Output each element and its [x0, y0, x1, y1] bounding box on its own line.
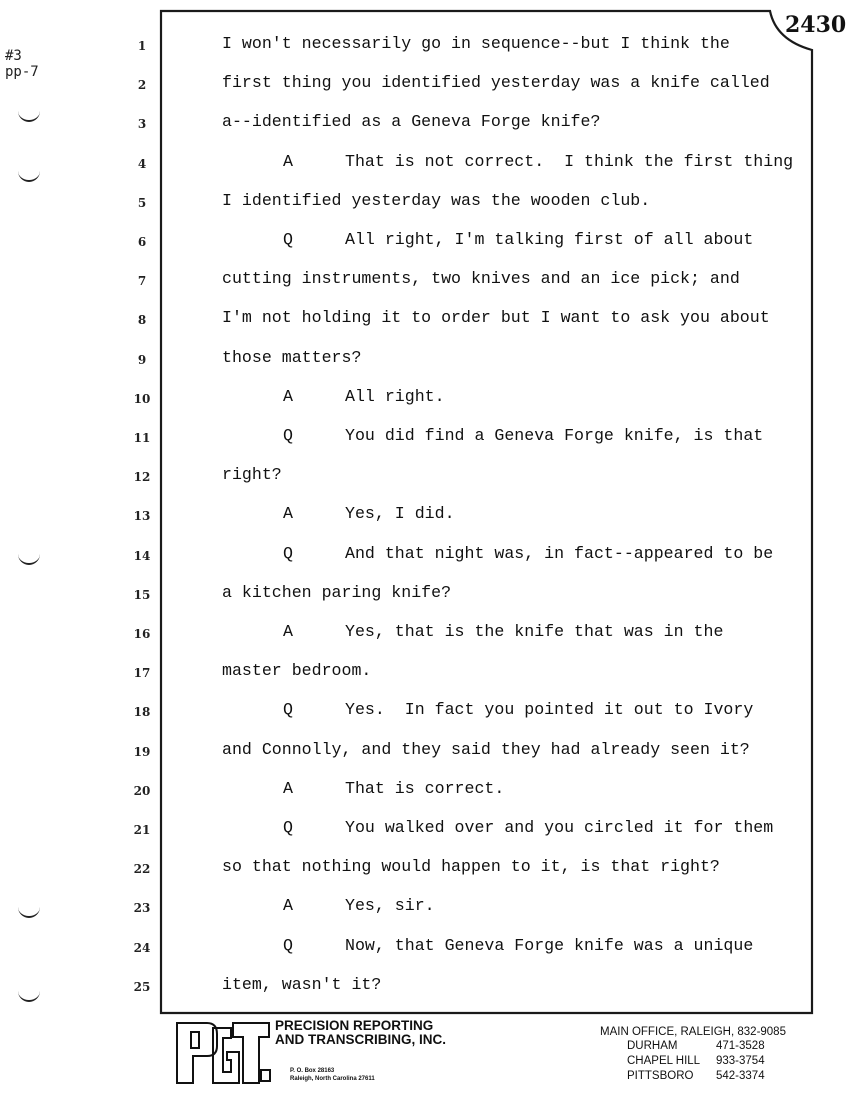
margin-note-pages: pp-7: [5, 64, 39, 80]
address-line2: Raleigh, North Carolina 27611: [290, 1076, 375, 1082]
transcript-line-text: You did find a Geneva Forge knife, is that: [345, 426, 764, 445]
margin-note-exhibit: #3: [5, 48, 22, 64]
transcript-line-text: Yes, I did.: [345, 504, 455, 524]
line-number: 16: [133, 627, 151, 641]
line-number: 1: [137, 39, 147, 53]
line-number: 12: [133, 470, 151, 485]
line-number: 13: [133, 509, 151, 524]
speaker-label: A: [283, 778, 293, 798]
transcript-line-text: master bedroom.: [222, 661, 372, 681]
line-number: 20: [133, 783, 151, 798]
line-number: 15: [133, 587, 151, 602]
office-phone: 471-3528: [716, 1040, 765, 1052]
line-number: 4: [137, 156, 147, 171]
transcript-line-text: a kitchen paring knife?: [222, 582, 452, 602]
transcript-line-text: I won't necessarily go in sequence--but I think the: [222, 34, 730, 53]
line-number: 14: [133, 548, 151, 563]
transcript-line-text: All right.: [345, 386, 445, 406]
office-row: [627, 1069, 786, 1084]
firm-name-line2: AND TRANSCRIBING, INC.: [275, 1032, 446, 1047]
line-number: 19: [133, 744, 151, 759]
transcript-line-text: I identified yesterday was the wooden club.: [222, 190, 651, 210]
office-phone: 933-3754: [716, 1055, 765, 1067]
line-number: 8: [137, 313, 147, 328]
firm-name-line1: PRECISION REPORTING: [275, 1018, 434, 1033]
line-number: 5: [137, 195, 147, 210]
speaker-label: Q: [283, 935, 293, 955]
transcript-line-text: Yes. In fact you pointed it out to Ivory: [345, 700, 754, 720]
line-number: 9: [137, 352, 147, 367]
transcript-line-text: and Connolly, and they said they had already seen it?: [222, 739, 750, 759]
transcript-line-text: That is correct.: [345, 778, 505, 798]
speaker-label: A: [283, 386, 293, 406]
speaker-label: Q: [283, 818, 293, 837]
speaker-label: Q: [283, 700, 293, 720]
page-number: 2430: [785, 12, 847, 38]
line-number: 23: [133, 901, 151, 916]
main-office: MAIN OFFICE, RALEIGH, 832-9085: [600, 1026, 786, 1038]
firm-name: [275, 1019, 446, 1047]
company-logo: [175, 1020, 271, 1086]
line-number: 6: [137, 235, 147, 249]
transcript-line-text: You walked over and you circled it for them: [345, 818, 774, 837]
speaker-label: A: [283, 896, 293, 916]
transcript-line-text: right?: [222, 465, 282, 485]
office-list: [600, 1025, 786, 1084]
line-number: 11: [133, 431, 151, 445]
office-row: [627, 1054, 786, 1069]
office-city: CHAPEL HILL: [627, 1055, 701, 1067]
line-number: 25: [133, 979, 151, 994]
line-number: 18: [133, 705, 151, 720]
speaker-label: A: [283, 622, 293, 641]
line-number: 24: [133, 940, 151, 955]
transcript-line-text: And that night was, in fact--appeared to be: [345, 543, 774, 563]
transcript-line-text: a--identified as a Geneva Forge knife?: [222, 112, 601, 132]
transcript-line-text: Now, that Geneva Forge knife was a unique: [345, 935, 754, 955]
address-line1: P. O. Box 28163: [290, 1068, 335, 1074]
line-number: 22: [133, 862, 151, 877]
transcript-line-text: first thing you identified yesterday was a knife called: [222, 73, 770, 93]
line-number: 7: [137, 274, 147, 289]
speaker-label: Q: [283, 426, 293, 445]
transcript-line-text: Yes, sir.: [345, 896, 435, 916]
speaker-label: Q: [283, 543, 293, 563]
office-city: PITTSBORO: [627, 1070, 694, 1082]
transcript-line-text: so that nothing would happen to it, is that right?: [222, 857, 720, 877]
transcript-line-text: those matters?: [222, 347, 362, 367]
transcript-line-text: item, wasn't it?: [222, 974, 382, 994]
speaker-label: A: [283, 504, 293, 524]
transcript-line-text: I'm not holding it to order but I want to ask you about: [222, 308, 770, 328]
transcript-line-text: That is not correct. I think the first thing: [345, 151, 794, 171]
transcript-line-text: Yes, that is the knife that was in the: [345, 622, 724, 641]
transcript-line-text: All right, I'm talking first of all about: [345, 230, 754, 249]
line-number: 10: [133, 391, 151, 406]
speaker-label: A: [283, 151, 293, 171]
line-number: 17: [133, 666, 151, 681]
office-city: DURHAM: [627, 1040, 678, 1052]
transcript-line-text: cutting instruments, two knives and an ice pick; and: [222, 269, 740, 289]
speaker-label: Q: [283, 230, 293, 249]
office-row: [627, 1039, 786, 1054]
office-phone: 542-3374: [716, 1070, 765, 1082]
line-number: 3: [137, 117, 147, 132]
line-number: 2: [137, 78, 147, 93]
line-number: 21: [133, 823, 151, 837]
firm-address: [290, 1067, 375, 1083]
